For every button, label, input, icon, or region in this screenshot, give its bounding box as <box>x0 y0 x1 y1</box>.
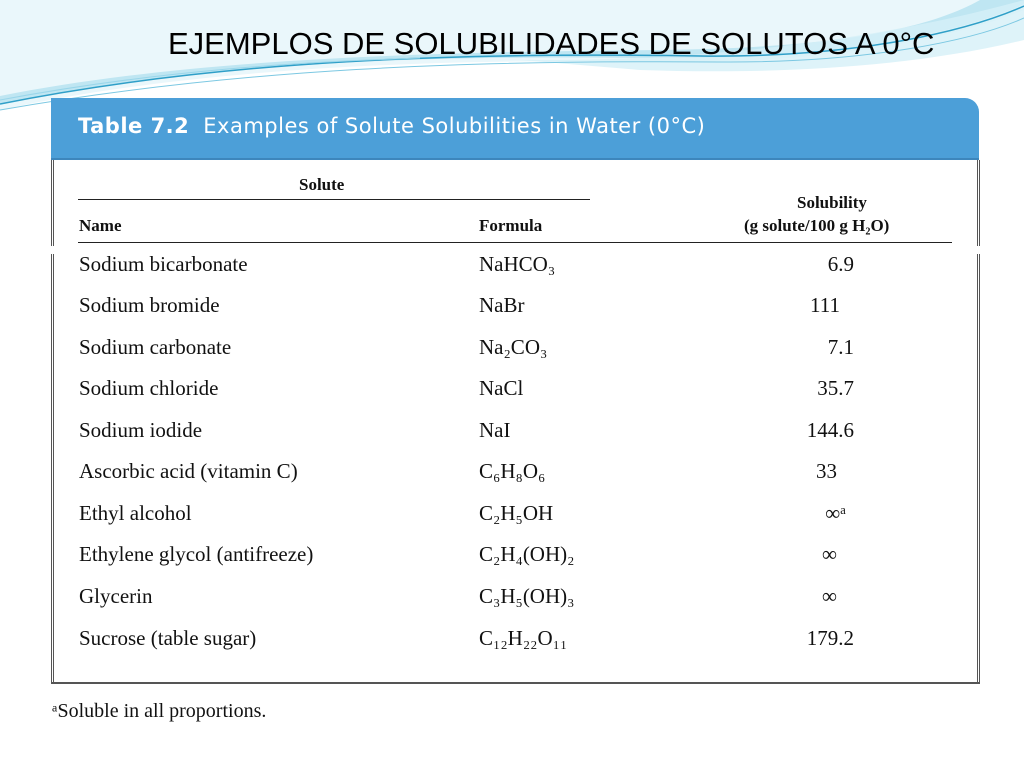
header-solubility: Solubility <box>797 193 867 212</box>
cell-solubility: ∞ <box>822 584 837 608</box>
table-row <box>0 501 1024 531</box>
table-row <box>0 335 1024 365</box>
table-row <box>0 542 1024 572</box>
cell-name: Sucrose (table sugar) <box>79 626 257 650</box>
cell-name: Sodium carbonate <box>79 335 232 359</box>
cell-solubility: 33 <box>816 459 837 483</box>
table-caption-text: Examples of Solute Solubilities in Water (0°C) <box>203 114 706 138</box>
cell-solubility: 111 <box>810 293 840 317</box>
cell-solubility: ∞ <box>822 542 837 566</box>
cell-name: Sodium iodide <box>79 418 203 442</box>
table-row <box>0 626 1024 656</box>
cell-formula: NaHCO₃ <box>479 252 556 276</box>
header-solubility-units: (g solute/100 g H₂O) <box>744 216 890 235</box>
table-row <box>0 459 1024 489</box>
cell-solubility: ∞ᵃ <box>825 501 846 525</box>
cell-formula: NaI <box>479 418 511 442</box>
cell-formula: NaCl <box>479 376 524 400</box>
cell-formula: NaBr <box>479 293 525 317</box>
cell-name: Sodium bromide <box>79 293 220 317</box>
header-bottom-rule <box>78 242 952 243</box>
table-row <box>0 418 1024 448</box>
table-row <box>0 252 1024 282</box>
header-name: Name <box>79 216 122 235</box>
cell-name: Ethyl alcohol <box>79 501 192 525</box>
cell-formula: C₂H₅OH <box>479 501 554 525</box>
table-row <box>0 584 1024 614</box>
cell-name: Ethylene glycol (antifreeze) <box>79 542 314 566</box>
cell-solubility: 144.6 <box>806 418 854 442</box>
cell-name: Ascorbic acid (vitamin C) <box>79 459 298 483</box>
cell-formula: C₆H₈O₆ <box>479 459 546 483</box>
cell-formula: C₃H₅(OH)₃ <box>479 584 575 608</box>
header-solute-group: Solute <box>299 175 345 194</box>
table-footnote: ᵃSoluble in all proportions. <box>52 700 267 722</box>
header-formula: Formula <box>479 216 543 235</box>
cell-solubility: 7.1 <box>827 335 854 359</box>
cell-solubility: 179.2 <box>806 626 854 650</box>
cell-solubility: 6.9 <box>827 252 854 276</box>
cell-name: Sodium chloride <box>79 376 219 400</box>
table-row <box>0 293 1024 323</box>
table-caption <box>78 114 705 138</box>
table-number: Table 7.2 <box>78 114 190 138</box>
cell-name: Sodium bicarbonate <box>79 252 248 276</box>
slide-title: EJEMPLOS DE SOLUBILIDADES DE SOLUTOS A 0°C <box>168 26 935 61</box>
cell-formula: C₂H₄(OH)₂ <box>479 542 575 566</box>
header-group-rule <box>78 199 590 200</box>
cell-solubility: 35.7 <box>817 376 854 400</box>
table-row <box>0 376 1024 406</box>
cell-formula: C₁₂H₂₂O₁₁ <box>479 626 568 650</box>
table-border-bottom <box>51 682 980 684</box>
cell-formula: Na₂CO₃ <box>479 335 548 359</box>
cell-name: Glycerin <box>79 584 153 608</box>
